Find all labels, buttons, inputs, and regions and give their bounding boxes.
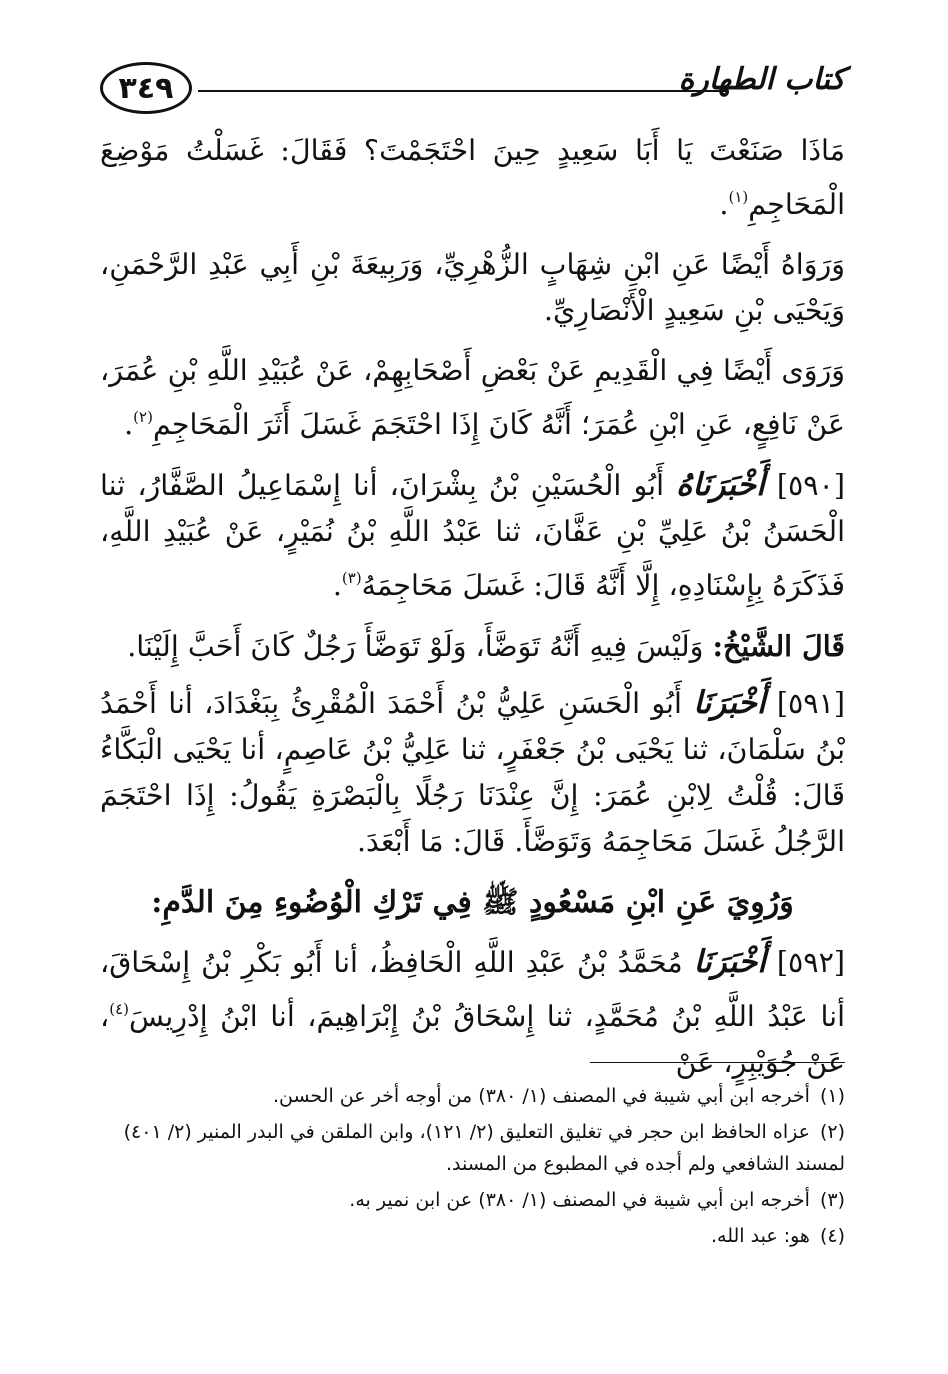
footnote-3: (٣)أخرجه ابن أبي شيبة في المصنف (١/ ٣٨٠) عن ابن نمير به. <box>349 1189 845 1211</box>
hadith-590: [٥٩٠] أَخْبَرَنَاهُ أَبُو الْحُسَيْنِ بْنُ بِشْرَانَ، أنا إِسْمَاعِيلُ الصَّفَّارُ، ثنا الْحَسَنُ بْنُ عَلِيِّ بْنِ عَفَّانَ، ثنا عَبْدُ اللَّهِ بْنُ نُمَيْرٍ، عَنْ عُبَيْدِ اللَّهِ، فَذَكَرَهُ بِإِسْنَادِهِ، إِلَّا أَنَّهُ قَالَ: غَسَلَ مَحَاجِمَهُ$^{(٣)}$. <box>100 467 845 602</box>
footnote-4: (٤)هو: عبد الله. <box>710 1225 845 1247</box>
hadith-592: [٥٩٢] أَخْبَرَنَا مُحَمَّدُ بْنُ عَبْدِ اللَّهِ الْحَافِظُ، أنا أَبُو بَكْرِ بْنُ إِسْحَاقَ، أنا عَبْدُ اللَّهِ بْنُ مُحَمَّدٍ، ثنا إِسْحَاقُ بْنُ إِبْرَاهِيمَ، أنا ابْنُ إِدْرِيسَ$^{(٤)}$، عَنْ جُوَيْبِرٍ، عَنْ <box>100 944 846 1079</box>
hadith-number: [٥٩٠] <box>776 469 845 502</box>
page-number-badge <box>100 62 192 114</box>
running-title: كتاب الطهارة <box>678 62 845 97</box>
footnote-ref-3: (٣) <box>341 569 362 587</box>
section-heading: وَرُوِيَ عَنِ ابْنِ مَسْعُودٍ ﷺ فِي تَرْكِ الْوُضُوءِ مِنَ الدَّمِ: <box>151 885 794 920</box>
footnote-2: (٢)عزاه الحافظ ابن حجر في تغليق التعليق (٢/ ١٢١)، وابن الملقن في البدر المنير (٢/ ٤٠١) لمسند الشافعي ولم أجده في المطبوع من المسند. <box>123 1121 845 1175</box>
akhbarana-label: أَخْبَرَنَاهُ <box>676 467 765 503</box>
header-rule <box>198 90 727 92</box>
footnote-ref-4: (٤) <box>109 1000 129 1018</box>
hadith-number: [٥٩١] <box>776 687 846 720</box>
footnote-1: (١)أخرجه ابن أبي شيبة في المصنف (١/ ٣٨٠) من أوجه أخر عن الحسن. <box>272 1085 845 1107</box>
paragraph-3: وَرَوَى أَيْضًا فِي الْقَدِيمِ عَنْ بَعْضِ أَصْحَابِهِمْ، عَنْ عُبَيْدِ اللَّهِ بْنِ عُمَرَ، عَنْ نَافِعٍ، عَنِ ابْنِ عُمَرَ؛ أَنَّهُ كَانَ إِذَا احْتَجَمَ غَسَلَ أَثَرَ الْمَحَاجِمِ$^{(٢)}$. <box>100 354 845 441</box>
page-number: ٣٤٩ <box>118 70 174 106</box>
footnote-separator <box>590 1062 845 1063</box>
hadith-591: [٥٩١] أَخْبَرَنَا أَبُو الْحَسَنِ عَلِيُّ بْنُ أَحْمَدَ الْمُقْرِئُ بِبَغْدَادَ، أنا أَحْمَدُ بْنُ سَلْمَانَ، ثنا يَحْيَى بْنُ جَعْفَرٍ، ثنا عَلِيُّ بْنُ عَاصِمٍ، أنا يَحْيَى الْبَكَّاءُ قَالَ: قُلْتُ لِابْنِ عُمَرَ: إِنَّ عِنْدَنَا رَجُلًا بِالْبَصْرَةِ يَقُولُ: إِذَا احْتَجَمَ الرَّجُلُ غَسَلَ مَحَاجِمَهُ وَتَوَضَّأَ. قَالَ: مَا أَبْعَدَ. <box>100 685 846 858</box>
paragraph-1: مَاذَا صَنَعْتَ يَا أَبَا سَعِيدٍ حِينَ احْتَجَمْتَ؟ فَقَالَ: غَسَلْتُ مَوْضِعَ الْمَحَاجِمِ$^{(١)}$. <box>100 134 845 221</box>
hadith-number: [٥٩٢] <box>776 946 846 979</box>
paragraph-2: وَرَوَاهُ أَيْضًا عَنِ ابْنِ شِهَابٍ الزُّهْرِيِّ، وَرَبِيعَةَ بْنِ أَبِي عَبْدِ الرَّحْمَنِ، وَيَحْيَى بْنِ سَعِيدٍ الْأَنْصَارِيِّ. <box>100 248 845 327</box>
footnote-ref-2: (٢) <box>133 408 153 426</box>
footnotes <box>100 1080 845 1256</box>
page-header <box>100 62 845 118</box>
footnote-ref-1: (١) <box>728 188 749 206</box>
sheikh-label: قَالَ الشَّيْخُ: <box>712 629 845 663</box>
akhbarana-label: أَخْبَرَنَا <box>693 685 766 721</box>
main-text <box>100 128 845 1100</box>
sheikh-comment: قَالَ الشَّيْخُ: وَلَيْسَ فِيهِ أَنَّهُ تَوَضَّأَ، وَلَوْ تَوَضَّأَ رَجُلٌ كَانَ أَحَبَّ إِلَيْنَا. <box>127 629 845 663</box>
akhbarana-label: أَخْبَرَنَا <box>693 944 766 980</box>
